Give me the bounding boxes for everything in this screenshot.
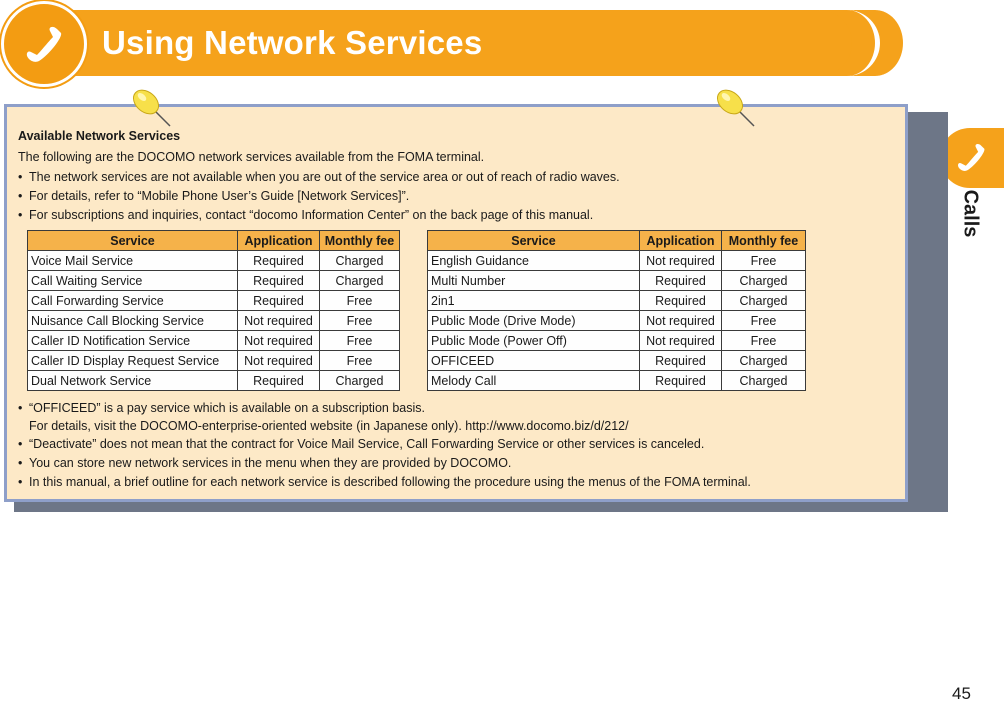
table-cell: Required bbox=[640, 351, 722, 371]
table-row bbox=[28, 251, 400, 271]
column-header: Application bbox=[640, 231, 722, 251]
table-cell: Melody Call bbox=[428, 371, 640, 391]
table-cell: Charged bbox=[320, 271, 400, 291]
table-row bbox=[28, 331, 400, 351]
pushpin-icon bbox=[130, 86, 174, 128]
table-cell: Charged bbox=[722, 351, 806, 371]
table-cell: Free bbox=[320, 291, 400, 311]
page-title: Using Network Services bbox=[102, 24, 483, 61]
table-cell: Not required bbox=[640, 251, 722, 271]
pushpin-icon bbox=[714, 86, 758, 128]
table-row bbox=[428, 351, 806, 371]
bullet-item: • The network services are not available when you are out of the service area or out of reach of radio waves. bbox=[18, 170, 620, 184]
table-cell: Free bbox=[722, 331, 806, 351]
table-cell: Call Waiting Service bbox=[28, 271, 238, 291]
table-cell: Not required bbox=[238, 351, 320, 371]
bullet-item: • In this manual, a brief outline for each network service is described following the procedure using the menus of the FOMA terminal. bbox=[18, 475, 751, 489]
bullet-item: • “Deactivate” does not mean that the contract for Voice Mail Service, Call Forwarding Service or other services is canceled. bbox=[18, 437, 705, 451]
table-cell: Free bbox=[320, 351, 400, 371]
table-cell: Required bbox=[640, 291, 722, 311]
table-row bbox=[28, 311, 400, 331]
table-cell: Dual Network Service bbox=[28, 371, 238, 391]
table-cell: Free bbox=[320, 311, 400, 331]
chapter-label-text: Calls bbox=[959, 189, 982, 238]
table-row bbox=[428, 311, 806, 331]
table-row bbox=[428, 331, 806, 351]
table-cell: Required bbox=[640, 371, 722, 391]
table-header-row bbox=[428, 231, 806, 251]
table-cell: Public Mode (Drive Mode) bbox=[428, 311, 640, 331]
table-row bbox=[428, 271, 806, 291]
bullet-item: • For subscriptions and inquiries, contact “docomo Information Center” on the back page of this manual. bbox=[18, 208, 594, 222]
chapter-tab bbox=[940, 128, 1004, 188]
table-header-row bbox=[28, 231, 400, 251]
section-title: Available Network Services bbox=[18, 129, 181, 143]
table-cell: OFFICEED bbox=[428, 351, 640, 371]
table-cell: English Guidance bbox=[428, 251, 640, 271]
table-row bbox=[428, 371, 806, 391]
column-header: Service bbox=[428, 231, 640, 251]
table-cell: Required bbox=[640, 271, 722, 291]
bullet-item-continuation: For details, visit the DOCOMO-enterprise-oriented website (in Japanese only). http://www.docomo.biz/d/212/ bbox=[29, 419, 629, 433]
phone-handset-icon bbox=[19, 19, 71, 71]
table-cell: Free bbox=[722, 251, 806, 271]
chapter-label bbox=[956, 188, 980, 240]
table-cell: Not required bbox=[640, 311, 722, 331]
column-header: Monthly fee bbox=[722, 231, 806, 251]
table-cell: Charged bbox=[722, 271, 806, 291]
column-header: Service bbox=[28, 231, 238, 251]
table-cell: 2in1 bbox=[428, 291, 640, 311]
table-cell: Required bbox=[238, 371, 320, 391]
phone-handset-icon bbox=[952, 138, 992, 178]
header-icon-badge bbox=[1, 1, 87, 87]
table-cell: Charged bbox=[722, 291, 806, 311]
table-cell: Required bbox=[238, 251, 320, 271]
bullet-item: • For details, refer to “Mobile Phone User’s Guide [Network Services]”. bbox=[18, 189, 410, 203]
table-cell: Call Forwarding Service bbox=[28, 291, 238, 311]
table-row bbox=[28, 291, 400, 311]
table-cell: Not required bbox=[238, 331, 320, 351]
table-cell: Charged bbox=[320, 251, 400, 271]
table-cell: Charged bbox=[320, 371, 400, 391]
table-cell: Free bbox=[722, 311, 806, 331]
table-cell: Free bbox=[320, 331, 400, 351]
table-row bbox=[28, 271, 400, 291]
bullet-item: • “OFFICEED” is a pay service which is available on a subscription basis. bbox=[18, 401, 425, 415]
table-cell: Caller ID Display Request Service bbox=[28, 351, 238, 371]
column-header: Monthly fee bbox=[320, 231, 400, 251]
services-table-left bbox=[27, 230, 400, 391]
table-row bbox=[28, 371, 400, 391]
table-cell: Multi Number bbox=[428, 271, 640, 291]
table-row bbox=[28, 351, 400, 371]
bullet-item: • You can store new network services in the menu when they are provided by DOCOMO. bbox=[18, 456, 512, 470]
services-table-right bbox=[427, 230, 806, 391]
table-row bbox=[428, 251, 806, 271]
table-cell: Caller ID Notification Service bbox=[28, 331, 238, 351]
section-intro: The following are the DOCOMO network services available from the FOMA terminal. bbox=[18, 150, 485, 164]
table-cell: Required bbox=[238, 271, 320, 291]
table-cell: Charged bbox=[722, 371, 806, 391]
table-cell: Nuisance Call Blocking Service bbox=[28, 311, 238, 331]
table-row bbox=[428, 291, 806, 311]
column-header: Application bbox=[238, 231, 320, 251]
table-cell: Voice Mail Service bbox=[28, 251, 238, 271]
table-cell: Public Mode (Power Off) bbox=[428, 331, 640, 351]
table-cell: Required bbox=[238, 291, 320, 311]
page-number: 45 bbox=[952, 684, 971, 702]
table-cell: Not required bbox=[238, 311, 320, 331]
table-cell: Not required bbox=[640, 331, 722, 351]
